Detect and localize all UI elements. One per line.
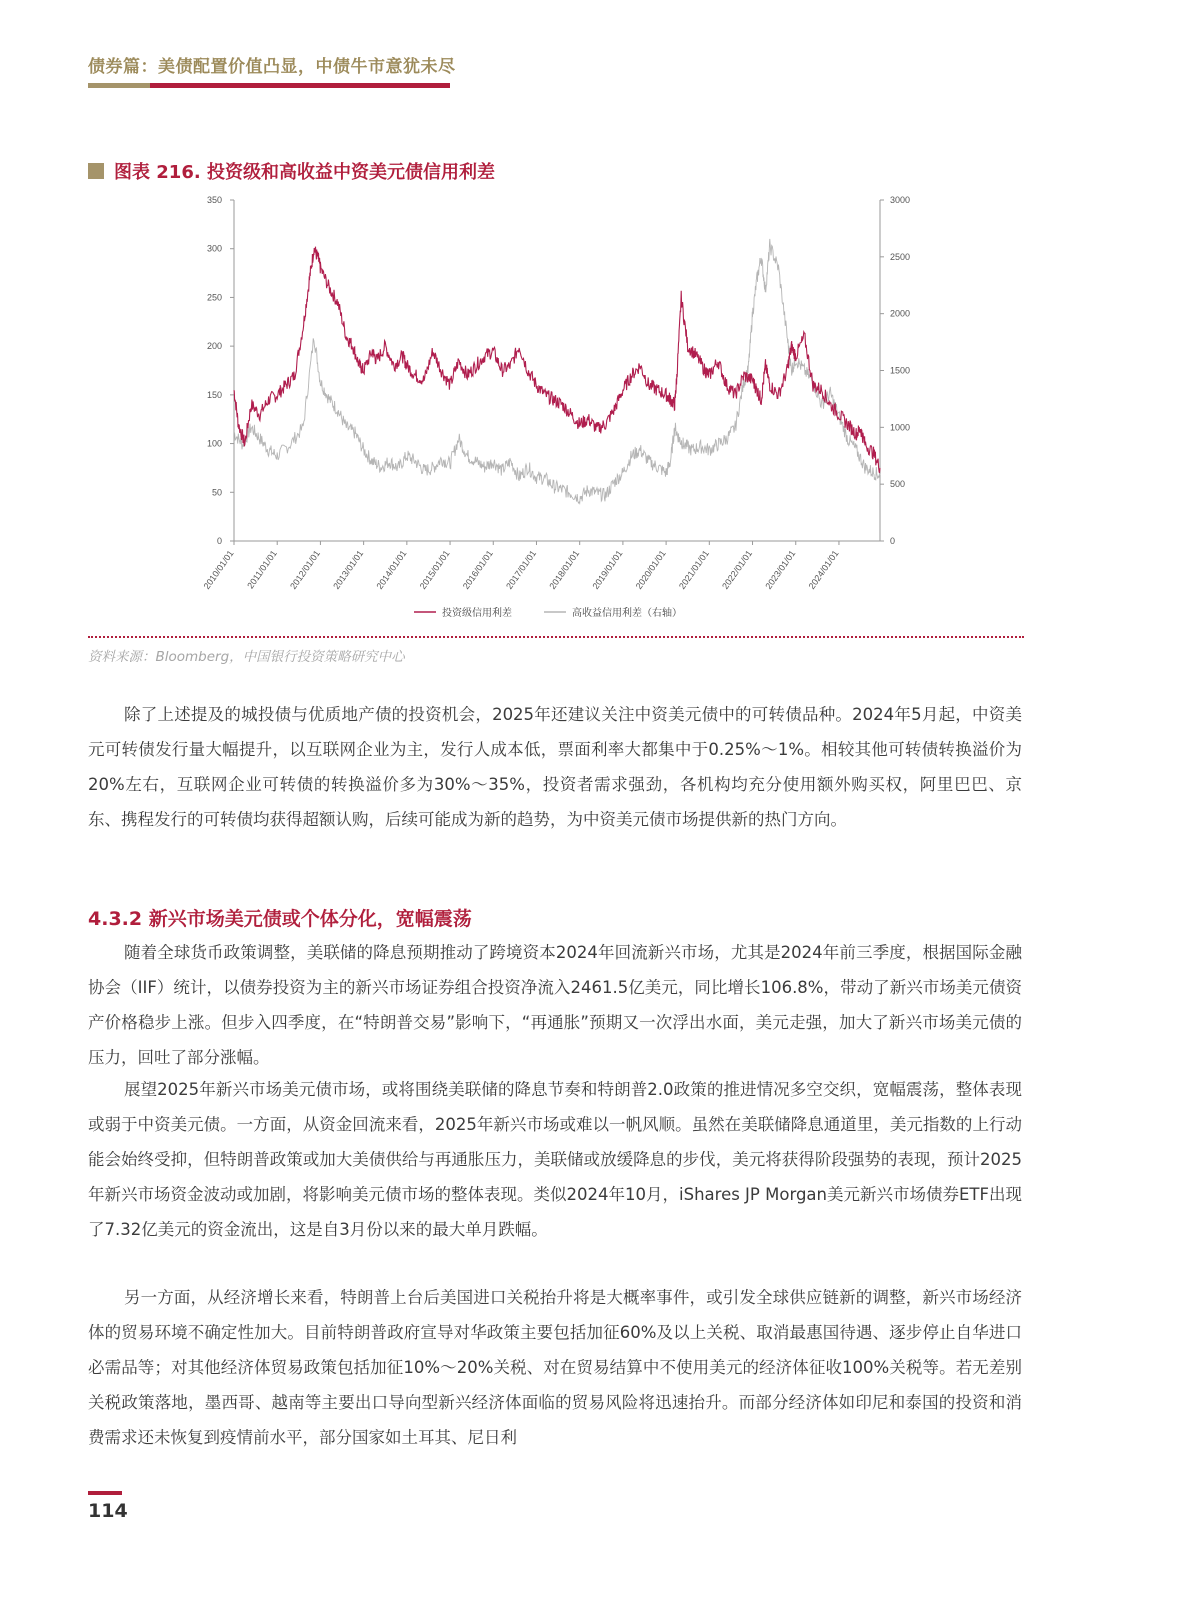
section-heading: 4.3.2 新兴市场美元债或个体分化，宽幅震荡 <box>88 908 472 930</box>
right-tick-label: 0 <box>890 536 896 546</box>
x-tick-label: 2019/01/01 <box>590 548 625 592</box>
body-paragraph-2: 随着全球货币政策调整，美联储的降息预期推动了跨境资本2024年回流新兴市场，尤其是2024年前三季度，根据国际金融协会（IIF）统计，以债券投资为主的新兴市场证券组合投资净流入2461.5亿美元，同比增长106.8%，带动了新兴市场美元债资产价格稳步上涨。但步入四季度，在“特朗普交易”影响下，“再通胀”预期又一次浮出水面，美元走强，加大了新兴市场美元债的压力，回吐了部分涨幅。 <box>88 943 1022 1067</box>
page-number: 114 <box>88 1500 128 1522</box>
x-tick-label: 2023/01/01 <box>763 548 798 592</box>
header-title: 债券篇：美债配置价值凸显，中债牛市意犹未尽 <box>88 57 456 77</box>
x-tick-label: 2016/01/01 <box>460 548 495 592</box>
body-paragraph-3: 展望2025年新兴市场美元债市场，或将围绕美联储的降息节奏和特朗普2.0政策的推进情况多空交织，宽幅震荡，整体表现或弱于中资美元债。一方面，从资金回流来看，2025年新兴市场或难以一帆风顺。虽然在美联储降息通道里，美元指数的上行动能会始终受抑，但特朗普政策或加大美债供给与再通胀压力，美联储或放缓降息的步伐，美元将获得阶段强势的表现，预计2025年新兴市场资金波动或加剧，将影响美元债市场的整体表现。类似2024年10月，iShares JP Morgan美元新兴市场债券ETF出现了7.32亿美元的资金流出，这是自3月份以来的最大单月跌幅。 <box>88 1080 1022 1239</box>
series-investment-grade-line <box>234 247 880 473</box>
left-tick-label: 150 <box>206 389 222 400</box>
x-tick-label: 2012/01/01 <box>288 548 323 592</box>
left-tick-label: 350 <box>206 195 222 205</box>
body-paragraph-1: 除了上述提及的城投债与优质地产债的投资机会，2025年还建议关注中资美元债中的可转债品种。2024年5月起，中资美元可转债发行量大幅提升，以互联网企业为主，发行人成本低，票面利率大都集中于0.25%～1%。相较其他可转债转换溢价为20%左右，互联网企业可转债的转换溢价多为30%～35%，投资者需求强劲，各机构均充分使用额外购买权，阿里巴巴、京东、携程发行的可转债均获得超额认购，后续可能成为新的趋势，为中资美元债市场提供新的热门方向。 <box>88 705 1022 829</box>
left-tick-label: 50 <box>211 487 222 498</box>
left-tick-label: 0 <box>216 536 222 546</box>
right-tick-label: 1000 <box>890 422 911 433</box>
left-tick-label: 100 <box>206 438 222 449</box>
x-tick-label: 2017/01/01 <box>504 548 539 592</box>
x-tick-label: 2018/01/01 <box>547 548 582 592</box>
x-tick-label: 2011/01/01 <box>245 548 279 591</box>
x-tick-label: 2013/01/01 <box>331 548 366 592</box>
x-tick-label: 2024/01/01 <box>806 548 841 592</box>
legend-label-ig: 投资级信用利差 <box>442 608 512 619</box>
right-tick-label: 1500 <box>890 365 911 376</box>
right-tick-label: 2500 <box>890 251 911 262</box>
legend-label-hy: 高收益信用利差（右轴） <box>572 608 682 619</box>
page-number-rule <box>88 1491 122 1495</box>
spread-chart <box>0 0 1178 640</box>
x-tick-label: 2014/01/01 <box>374 548 409 592</box>
x-tick-label: 2021/01/01 <box>676 548 711 592</box>
figure-source: 资料来源：Bloomberg，中国银行投资策略研究中心 <box>88 649 405 665</box>
series-high-yield-line <box>234 239 880 503</box>
body-paragraph-4: 另一方面，从经济增长来看，特朗普上台后美国进口关税抬升将是大概率事件，或引发全球供应链新的调整，新兴市场经济体的贸易环境不确定性加大。目前特朗普政府宣导对华政策主要包括加征60%及以上关税、取消最惠国待遇、逐步停止自华进口必需品等；对其他经济体贸易政策包括加征10%～20%关税、对在贸易结算中不使用美元的经济体征收100%关税等。若无差别关税政策落地，墨西哥、越南等主要出口导向型新兴经济体面临的贸易风险将迅速抬升。而部分经济体如印尼和泰国的投资和消费需求还未恢复到疫情前水平，部分国家如土耳其、尼日利 <box>88 1288 1022 1447</box>
right-tick-label: 3000 <box>890 195 911 205</box>
left-tick-label: 250 <box>206 292 222 303</box>
x-tick-label: 2020/01/01 <box>633 548 668 592</box>
left-tick-label: 300 <box>206 243 222 254</box>
x-tick-label: 2015/01/01 <box>417 548 452 592</box>
x-tick-label: 2010/01/01 <box>201 548 236 592</box>
source-divider <box>88 636 1024 638</box>
figure-title-text: 图表 216. 投资级和高收益中资美元债信用利差 <box>114 162 495 183</box>
left-tick-label: 200 <box>206 341 222 352</box>
right-tick-label: 500 <box>890 479 906 490</box>
right-tick-label: 2000 <box>890 308 911 319</box>
x-tick-label: 2022/01/01 <box>720 548 755 592</box>
